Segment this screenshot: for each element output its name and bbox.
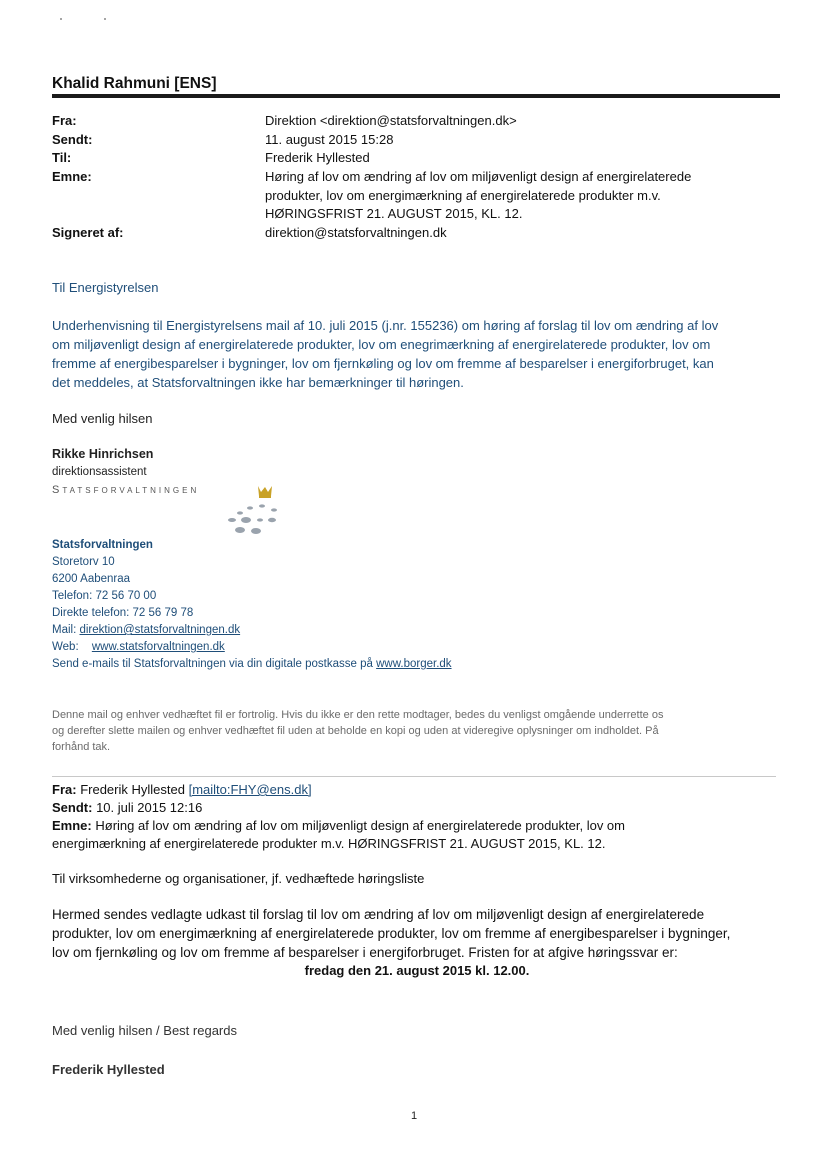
sig-mail-link[interactable]: direktion@statsforvaltningen.dk	[79, 624, 241, 636]
fw-signer: Frederik Hyllested	[52, 1062, 165, 1077]
fw-emne-label: Emne:	[52, 818, 92, 833]
sig-digital-link[interactable]: www.borger.dk	[376, 658, 452, 670]
greeting: Til Energistyrelsen	[52, 280, 159, 295]
crown-logo-icon	[226, 480, 286, 540]
sig-direct-phone: Direkte telefon: 72 56 79 78	[52, 607, 194, 619]
reply-body	[52, 316, 782, 392]
scan-speck	[104, 18, 106, 20]
sig-phone: Telefon: 72 56 70 00	[52, 590, 157, 602]
sendt-label: Sendt:	[52, 132, 93, 147]
fw-fra-label: Fra:	[52, 782, 77, 797]
fw-sendt-label: Sendt:	[52, 800, 93, 815]
fw-body	[52, 905, 782, 962]
fw-emne-line: energimærkning af energirelaterede produkter m.v. HØRINGSFRIST 21. AUGUST 2015, KL. 12.	[52, 836, 606, 851]
fra-label: Fra:	[52, 113, 77, 128]
emne-line: Høring af lov om ændring af lov om miljøvenligt design af energirelaterede	[265, 169, 692, 184]
body-line: fremme af energibesparelser i bygninger, lov om fjernkøling og lov om fremme af besparelser i energiforbruget, kan	[52, 356, 714, 371]
emne-value	[265, 168, 785, 224]
disclaimer-line: forhånd tak.	[52, 741, 111, 753]
fw-emne-line: Høring af lov om ændring af lov om miljøvenligt design af energirelaterede produkter, lov om	[95, 818, 625, 833]
body-line: om miljøvenligt design af energirelaterede produkter, lov om enegrimærkning af energirelaterede produkter, lov om	[52, 337, 711, 352]
sig-mail-row	[52, 622, 240, 639]
disclaimer	[52, 707, 772, 755]
sendt-value: 11. august 2015 15:28	[265, 132, 394, 147]
sig-web-link[interactable]: www.statsforvaltningen.dk	[91, 641, 225, 653]
body-line: det meddeles, at Statsforvaltningen ikke har bemærkninger til høringen.	[52, 375, 464, 390]
disclaimer-line: Denne mail og enhver vedhæftet fil er fortrolig. Hvis du ikke er den rette modtager, bedes du venligst omgående underrette os	[52, 709, 664, 721]
sig-street: Storetorv 10	[52, 556, 115, 568]
emne-line: HØRINGSFRIST 21. AUGUST 2015, KL. 12.	[265, 206, 523, 221]
sig-org: Statsforvaltningen	[52, 539, 153, 551]
signer-title: direktionsassistent	[52, 466, 147, 478]
fw-sendt-row	[52, 799, 772, 817]
fw-mailto-link[interactable]: [mailto:FHY@ens.dk]	[188, 782, 312, 797]
fw-emne-row	[52, 817, 772, 835]
sender-name: Khalid Rahmuni [ENS]	[52, 75, 217, 92]
signer-name: Rikke Hinrichsen	[52, 447, 154, 461]
fw-body-line: lov om fjernkøling og lov om fremme af besparelser i energiforbruget. Fristen for at afgive høringssvar er:	[52, 945, 678, 960]
fw-intro: Til virksomhederne og organisationer, jf. vedhæftede høringsliste	[52, 871, 425, 886]
signeret-label: Signeret af:	[52, 225, 124, 240]
fw-fra-row	[52, 781, 772, 799]
forward-divider	[52, 776, 776, 777]
body-line: Underhenvisning til Energistyrelsens mail af 10. juli 2015 (j.nr. 155236) om høring af forslag til lov om ændring af lov	[52, 318, 719, 333]
disclaimer-line: og derefter slette mailen og enhver vedhæftet fil uden at beholde en kopi og uden at videregive oplysninger om indholdet. På	[52, 725, 659, 737]
sig-digital-row	[52, 656, 452, 673]
signeret-value: direktion@statsforvaltningen.dk	[265, 225, 447, 240]
til-value: Frederik Hyllested	[265, 150, 370, 165]
closing: Med venlig hilsen	[52, 411, 153, 426]
sig-city: 6200 Aabenraa	[52, 573, 131, 585]
sig-web-label: Web:	[52, 641, 79, 653]
sig-web-row	[52, 639, 225, 656]
sig-mail-label: Mail:	[52, 624, 77, 636]
emne-line: produkter, lov om energimærkning af energirelaterede produkter m.v.	[265, 187, 661, 203]
fw-fra-value: Frederik Hyllested	[80, 782, 185, 797]
fw-closing: Med venlig hilsen / Best regards	[52, 1023, 237, 1038]
logo-wordmark: Statsforvaltningen	[52, 484, 200, 496]
page-number: 1	[410, 1110, 418, 1122]
emne-label: Emne:	[52, 169, 92, 184]
fw-body-line: Hermed sendes vedlagte udkast til forslag til lov om ændring af lov om miljøvenligt design af energirelaterede	[52, 907, 705, 922]
fra-value: Direktion <direktion@statsforvaltningen.dk>	[265, 113, 517, 128]
fw-deadline: fredag den 21. august 2015 kl. 12.00.	[304, 963, 530, 978]
sig-digital-text: Send e-mails til Statsforvaltningen via din digitale postkasse på	[52, 658, 373, 670]
header-divider	[52, 94, 780, 98]
fw-sendt-value: 10. juli 2015 12:16	[96, 800, 203, 815]
scan-speck	[60, 18, 62, 20]
fw-body-line: produkter, lov om energimærkning af energirelaterede produkter, lov om fremme af energibesparelser i bygninger,	[52, 926, 731, 941]
til-label: Til:	[52, 150, 72, 165]
